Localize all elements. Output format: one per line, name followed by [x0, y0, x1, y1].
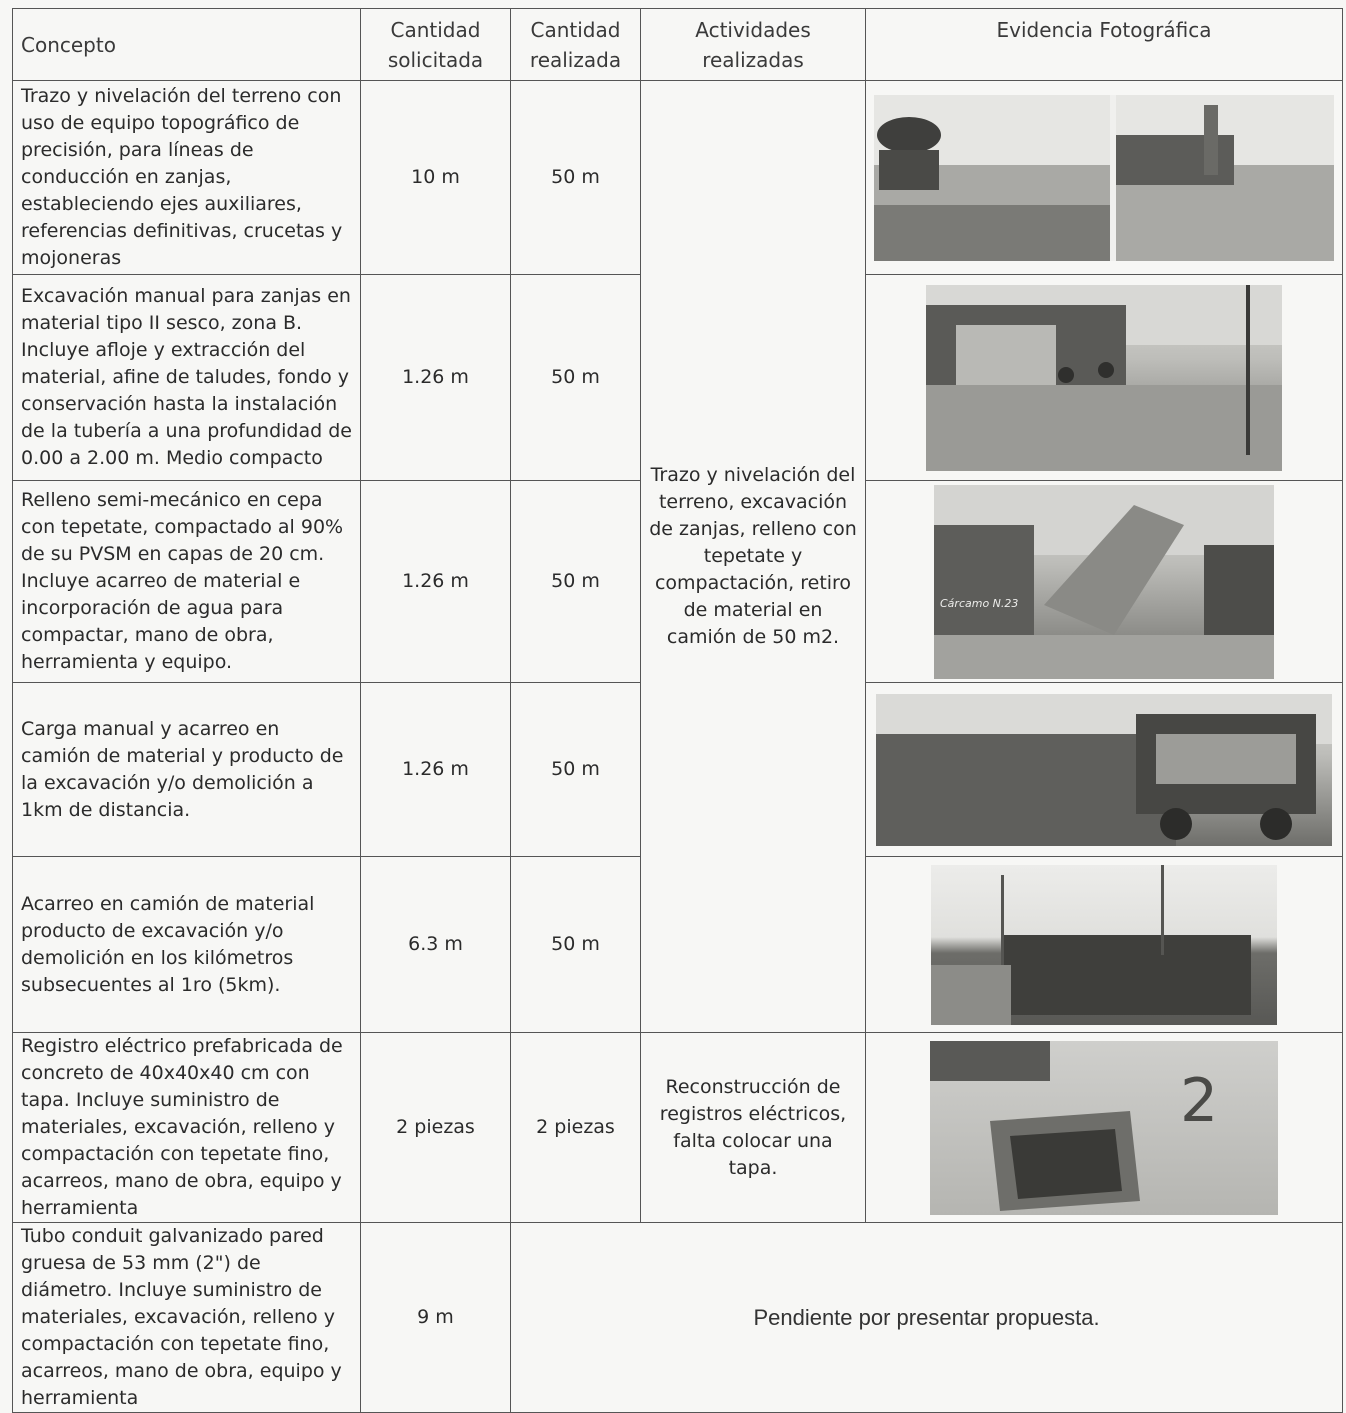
photo-caption: Cárcamo N.23 — [940, 596, 1019, 610]
photo-cell — [866, 1033, 1343, 1223]
done-cell: 50 m — [511, 683, 641, 857]
requested-cell: 6.3 m — [361, 857, 511, 1033]
concept-cell: Relleno semi-mecánico en cepa con tepetate, compactado al 90% de su PVSM en capas de 20 cm. Incluye acarreo de material e incorporación de agua para compactar, mano de obra, herramienta y equipo. — [13, 481, 361, 683]
photo-cell — [866, 857, 1343, 1033]
requested-cell: 2 piezas — [361, 1033, 511, 1223]
requested-cell: 1.26 m — [361, 481, 511, 683]
requested-cell: 1.26 m — [361, 683, 511, 857]
activities-merged-cell: Trazo y nivelación del terreno, excavación de zanjas, relleno con tepetate y compactación, retiro de material en camión de 50 m2. — [641, 81, 866, 1033]
requested-cell: 1.26 m — [361, 275, 511, 481]
header-qty-requested: Cantidad solicitada — [361, 9, 511, 81]
requested-cell: 10 m — [361, 81, 511, 275]
table-row — [13, 1223, 1343, 1413]
works-table — [12, 8, 1343, 1413]
concept-cell: Tubo conduit galvanizado pared gruesa de 53 mm (2") de diámetro. Incluye suministro de materiales, excavación, relleno y compactación con tepetate fino, acarreos, mano de obra, equipo y herramienta — [13, 1223, 361, 1413]
photo-cell — [866, 81, 1343, 275]
concept-cell: Carga manual y acarreo en camión de material y producto de la excavación y/o demolición a 1km de distancia. — [13, 683, 361, 857]
photo-caption: 2 — [1180, 1065, 1219, 1136]
photo-site-survey — [874, 95, 1334, 261]
photo-cell — [866, 481, 1343, 683]
concept-cell: Acarreo en camión de material producto de excavación y/o demolición en los kilómetros subsecuentes al 1ro (5km). — [13, 857, 361, 1033]
done-cell: 50 m — [511, 275, 641, 481]
photo-truck-haul — [931, 865, 1277, 1025]
concept-cell: Registro eléctrico prefabricada de concreto de 40x40x40 cm con tapa. Incluye suministro de materiales, excavación, relleno y compactación con tepetate fino, acarreos, mano de obra, equipo y herramienta — [13, 1033, 361, 1223]
pending-note: Pendiente por presentar propuesta. — [511, 1223, 1343, 1413]
done-cell: 50 m — [511, 481, 641, 683]
done-cell: 50 m — [511, 81, 641, 275]
photo-cell — [866, 275, 1343, 481]
concept-cell: Excavación manual para zanjas en material tipo II sesco, zona B. Incluye afloje y extracción del material, afine de taludes, fondo y conservación hasta la instalación de la tubería a una profundidad de 0.00 a 2.00 m. Medio compacto — [13, 275, 361, 481]
done-cell: 50 m — [511, 857, 641, 1033]
concept-cell: Trazo y nivelación del terreno con uso de equipo topográfico de precisión, para líneas de conducción en zanjas, estableciendo ejes auxiliares, referencias definitivas, crucetas y mojoneras — [13, 81, 361, 275]
header-qty-done: Cantidad realizada — [511, 9, 641, 81]
table-row — [13, 1033, 1343, 1223]
header-evidence: Evidencia Fotográfica — [866, 9, 1343, 81]
photo-excavation — [926, 285, 1282, 471]
activity-cell: Reconstrucción de registros eléctricos, falta colocar una tapa. — [641, 1033, 866, 1223]
table-row — [13, 81, 1343, 275]
requested-cell: 9 m — [361, 1223, 511, 1413]
header-concept: Concepto — [13, 9, 361, 81]
done-cell: 2 piezas — [511, 1033, 641, 1223]
photo-cell — [866, 683, 1343, 857]
header-row — [13, 9, 1343, 81]
header-activities: Actividades realizadas — [641, 9, 866, 81]
photo-truck-loading — [876, 694, 1332, 846]
photo-electrical-box — [930, 1041, 1278, 1215]
photo-dump-truck — [934, 485, 1274, 679]
